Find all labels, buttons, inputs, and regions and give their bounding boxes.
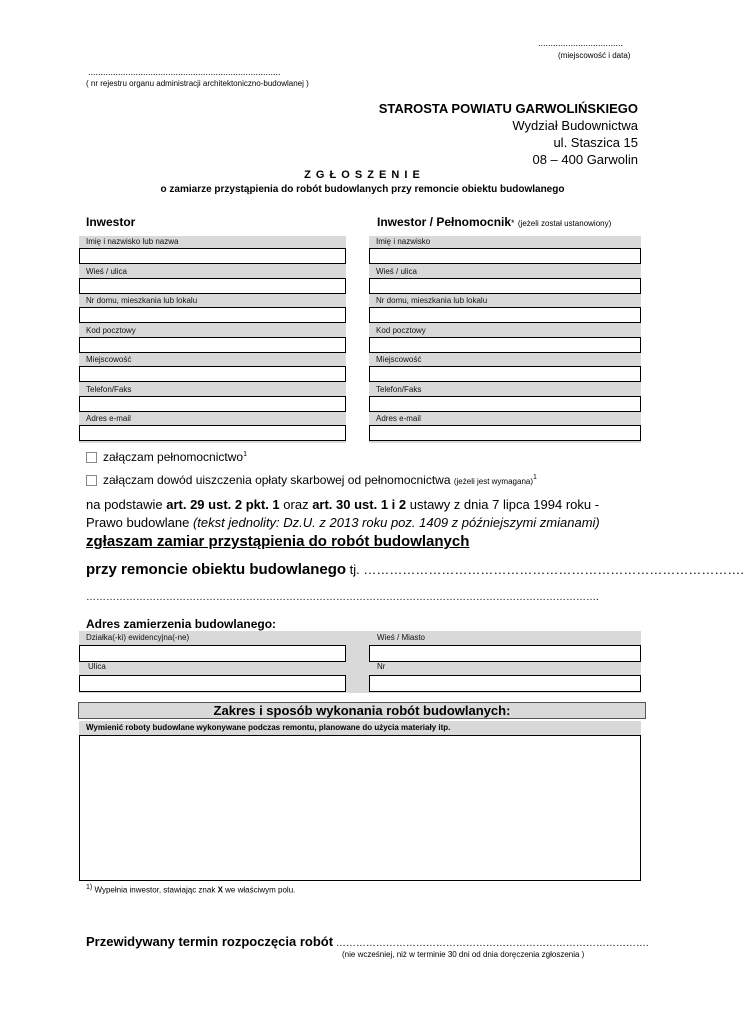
proxy-field-input[interactable] (369, 307, 641, 323)
legal-citation: (tekst jednolity: Dz.U. z 2013 roku poz. 1409 z późniejszymi zmianami) (192, 515, 600, 530)
proxy-field-input[interactable] (369, 425, 641, 441)
start-date-dots[interactable]: …………………………………………………………………………………. (333, 938, 649, 949)
investor-field-label: Kod pocztowy (86, 325, 136, 335)
proxy-field-input[interactable] (369, 366, 641, 382)
legal-art-30: art. 30 ust. 1 i 2 (312, 497, 407, 512)
investor-field-label: Wieś / ulica (86, 266, 127, 276)
proxy-field-label: Adres e-mail (376, 414, 421, 423)
start-date-line (86, 933, 649, 951)
addressee-city: 08 – 400 Garwolin (532, 152, 638, 167)
start-date-note: (nie wcześniej, niż w terminie 30 dni od dnia doręczenia zgłoszenia ) (342, 950, 585, 959)
scope-textarea[interactable] (79, 735, 641, 881)
legal-text-2: oraz (279, 497, 313, 512)
proxy-field-input[interactable] (369, 278, 641, 294)
proxy-heading-note: (jeżeli został ustanowiony) (517, 219, 612, 228)
legal-art-29: art. 29 ust. 2 pkt. 1 (166, 497, 280, 512)
legal-text-3: ustawy z dnia 7 lipca 1994 roku - (406, 497, 600, 512)
proxy-field-label: Telefon/Faks (376, 384, 422, 394)
proxy-field-label: Wieś / ulica (376, 266, 417, 276)
proxy-heading-star: * (511, 218, 515, 228)
proxy-heading (377, 215, 611, 229)
plot-label: Działka(-ki) ewidencyjna(-ne) (86, 633, 190, 642)
addressee-street: ul. Staszica 15 (553, 135, 638, 150)
plot-field[interactable] (79, 645, 346, 662)
addressee-department: Wydział Budownictwa (512, 118, 638, 133)
registry-dots: ............................................................................. (88, 67, 281, 77)
scope-heading: Zakres i sposób wykonania robót budowlanych: (78, 702, 646, 719)
scope-instruction: Wymienić roboty budowlane wykonywane podczas remontu, planowane do użycia materiały itp. (86, 723, 451, 732)
proxy-field-input[interactable] (369, 337, 641, 353)
form-subtitle: o zamiarze przystąpienia do robót budowlanych przy remoncie obiektu budowlanego (160, 184, 565, 195)
place-date-label: (miejscowość i data) (558, 51, 631, 60)
addressee-title: STAROSTA POWIATU GARWOLIŃSKIEGO (378, 101, 638, 116)
investor-field-input[interactable] (79, 248, 346, 264)
investor-field-input[interactable] (79, 396, 346, 412)
investor-field-label: Telefon/Faks (86, 384, 132, 394)
footnote-text-a: Wypełnia inwestor, stawiając znak (92, 885, 218, 895)
legal-basis (86, 496, 639, 532)
investor-field-label: Miejscowość (86, 355, 132, 364)
footnote-marker: 1) (86, 884, 93, 891)
footnote (86, 884, 295, 895)
investor-field-label: Nr domu, mieszkania lub lokalu (86, 296, 198, 305)
village-field[interactable] (369, 645, 641, 662)
footnote-mark: X (217, 885, 223, 895)
attachment-fee (86, 473, 537, 487)
investor-field-input[interactable] (79, 278, 346, 294)
investor-field-input[interactable] (79, 425, 346, 441)
form-title: Z G Ł O S Z E N I E (304, 169, 421, 181)
number-field[interactable] (369, 675, 641, 692)
street-field[interactable] (79, 675, 346, 692)
repair-dots-line[interactable]: ………………………………………………………………………………………………………………………………………. (86, 592, 599, 603)
attachment-fee-label: załączam dowód uiszczenia opłaty skarbowej od pełnomocnictwa (103, 473, 451, 487)
proxy-field-input[interactable] (369, 396, 641, 412)
investor-heading: Inwestor (86, 215, 136, 229)
proxy-field-label: Miejscowość (376, 355, 422, 364)
declaration: zgłaszam zamiar przystąpienia do robót budowlanych (86, 533, 470, 550)
attachment-poa (86, 450, 247, 464)
attachment-poa-footnote-ref: 1 (243, 451, 247, 458)
proxy-field-input[interactable] (369, 248, 641, 264)
proxy-field-label: Nr domu, mieszkania lub lokalu (376, 296, 488, 305)
repair-line (86, 561, 744, 578)
addressee (379, 100, 638, 168)
legal-text-4: Prawo budowlane (86, 515, 193, 530)
investor-field-input[interactable] (79, 307, 346, 323)
proxy-field-label: Imię i nazwisko (376, 237, 431, 246)
investor-field-label: Adres e-mail (86, 414, 131, 423)
investor-field-label: Imię i nazwisko lub nazwa (86, 237, 179, 246)
place-date-dots: .................................. (538, 38, 624, 48)
investor-field-input[interactable] (79, 337, 346, 353)
site-heading: Adres zamierzenia budowlanego: (86, 617, 277, 631)
repair-label: przy remoncie obiektu budowlanego (86, 561, 347, 578)
village-label: Wieś / Miasto (377, 633, 426, 642)
proxy-heading-text: Inwestor / Pełnomocnik (377, 215, 512, 229)
investor-field-input[interactable] (79, 366, 346, 382)
registry-label: ( nr rejestru organu administracji architektoniczno-budowlanej ) (86, 79, 309, 88)
start-date-label: Przewidywany termin rozpoczęcia robót (86, 934, 334, 949)
attachment-poa-checkbox[interactable] (86, 452, 97, 463)
proxy-field-label: Kod pocztowy (376, 325, 426, 335)
repair-dots[interactable]: tj. ……………………………………………………………………………. (346, 562, 744, 577)
footnote-text-b: we właściwym polu. (222, 885, 296, 895)
legal-text-1: na podstawie (86, 497, 167, 512)
street-label: Ulica (88, 662, 106, 671)
attachment-poa-label: załączam pełnomocnictwo (103, 450, 244, 464)
attachment-fee-footnote-ref: 1 (533, 474, 537, 481)
number-label: Nr (377, 662, 386, 671)
attachment-fee-checkbox[interactable] (86, 475, 97, 486)
attachment-fee-note: (jeżeli jest wymagana) (453, 477, 533, 486)
